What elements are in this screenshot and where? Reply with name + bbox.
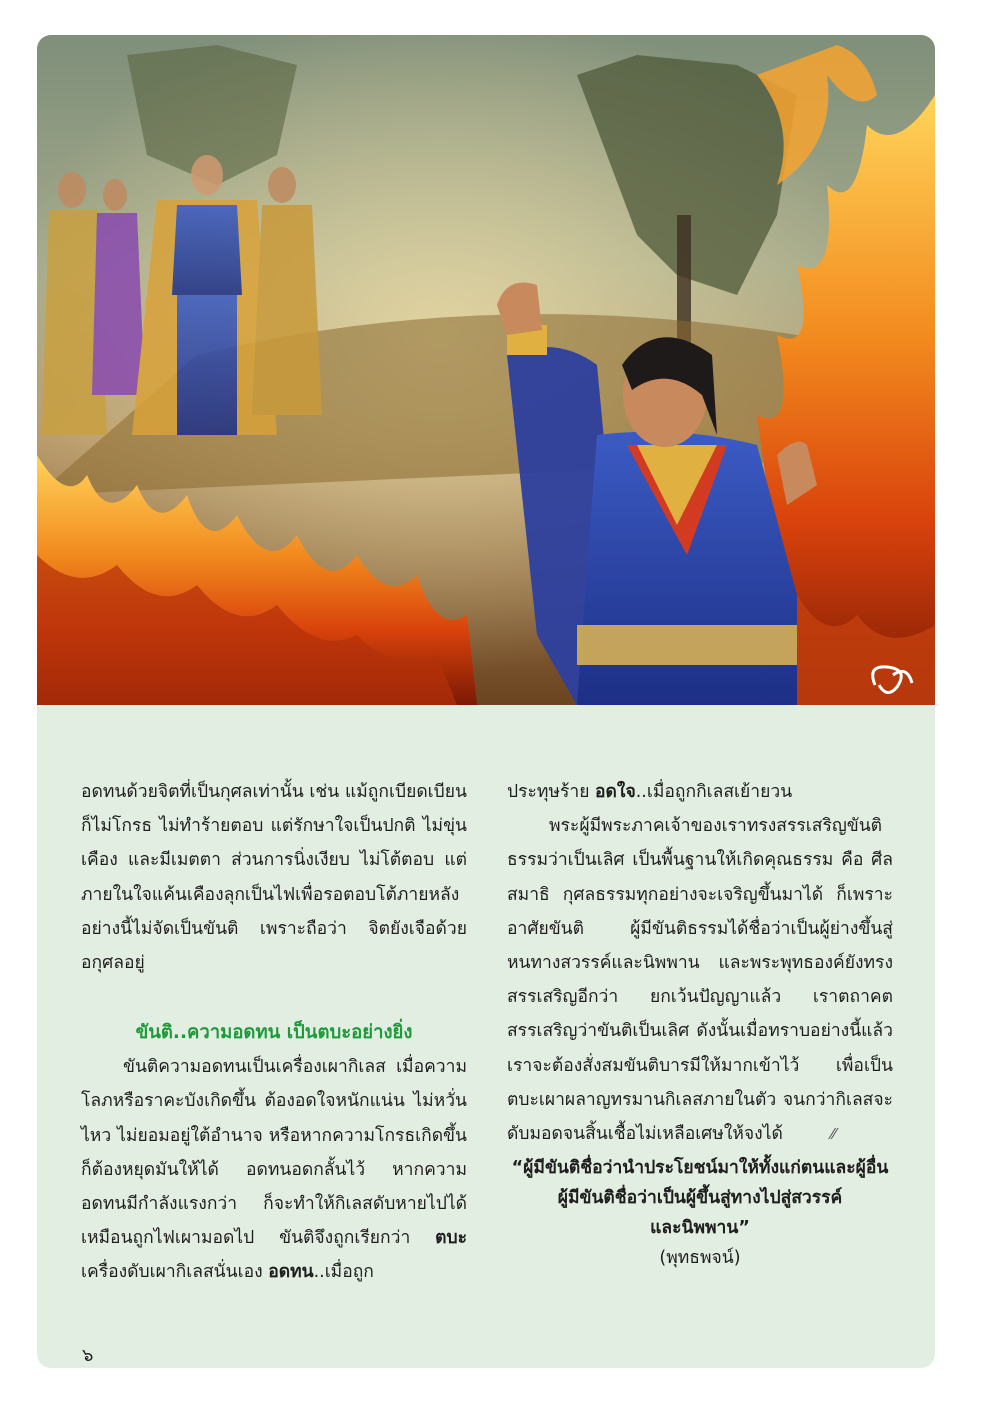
quote-line-2: ผู้มีขันติชื่อว่าเป็นผู้ขึ้นสู่ทางไปสู่สวรรค์ <box>557 1188 843 1209</box>
quote-line-1: “ผู้มีขันติชื่อว่านำประโยชน์มาให้ทั้งแก่ตนและผู้อื่น <box>511 1158 889 1179</box>
section-heading: ขันติ..ความอดทน เป็นตบะอย่างยิ่ง <box>135 1022 413 1044</box>
quote-source: (พุทธพจน์) <box>659 1248 741 1269</box>
content-panel <box>37 35 935 1368</box>
left-paragraph-1: อดทนด้วยจิตที่เป็นกุศลเท่านั้น เช่น แม้ถูกเบียดเบียน ก็ไม่โกรธ ไม่ทำร้ายตอบ แต่รักษาใจเป็นปกติ ไม่ขุ่นเคือง และมีเมตตา ส่วนการนิ่งเงียบ ไม่โต้ตอบ แต่ภายในใจแค้นเคืองลุกเป็นไฟเพื่อรอตอบโต้ภายหลัง อย่างนี้ไม่จัดเป็นขันติ เพราะถือว่า จิตยังเจือด้วยอกุศลอยู่ <box>81 782 467 974</box>
left-text-column <box>81 775 467 1290</box>
page-number: ๖ <box>82 1345 94 1366</box>
right-paragraph-2: พระผู้มีพระภาคเจ้าของเราทรงสรรเสริญขันติธรรมว่าเป็นเลิศ เป็นพื้นฐานให้เกิดคุณธรรม คือ ศีล สมาธิ กุศลธรรมทุกอย่างจะเจริญขึ้นมาได้ ก็เพราะอาศัยขันติ ผู้มีขันติธรรมได้ชื่อว่าเป็นผู้ย่างขึ้นสู่หนทางสวรรค์และนิพพาน และพระพุทธองค์ยังทรงสรรเสริญอีกว่า ยกเว้นปัญญาแล้ว เราตถาคตสรรเสริญว่าขันติเป็นเลิศ ดังนั้นเมื่อทราบอย่างนี้แล้ว เราจะต้องสั่งสมขันติบารมีให้มากเข้าไว้ เพื่อเป็นตบะเผาผลาญทรมานกิเลสภายในตัว จนกว่ากิเลสจะดับมอดจนสิ้นเชื้อไม่เหลือเศษให้จงได้ ⁄⁄ <box>507 809 893 1151</box>
quote-line-3: และนิพพาน” <box>650 1218 750 1239</box>
right-text-column <box>507 775 893 1273</box>
right-line-1: ประทุษร้าย อดใจ..เมื่อถูกกิเลสเย้ายวน <box>507 782 793 802</box>
leaf-icon: ⁄⁄ <box>830 1125 836 1144</box>
buddha-quote <box>507 1153 893 1243</box>
fire-scene-illustration <box>37 35 935 705</box>
left-paragraph-2: ขันติความอดทนเป็นเครื่องเผากิเลส เมื่อความโลภหรือราคะบังเกิดขึ้น ต้องอดใจหนักแน่น ไม่หวั่นไหว ไม่ยอมอยู่ใต้อำนาจ หรือหากความโกรธเกิดขึ้น ก็ต้องหยุดมันให้ได้ อดทนอดกลั้นไว้ หากความอดทนมีกำลังแรงกว่า ก็จะทำให้กิเลสดับหายไปได้ เหมือนถูกไฟเผามอดไป ขันติจึงถูกเรียกว่า ตบะ เครื่องดับเผากิเลสนั่นเอง อดทน..เมื่อถูก <box>81 1057 467 1283</box>
